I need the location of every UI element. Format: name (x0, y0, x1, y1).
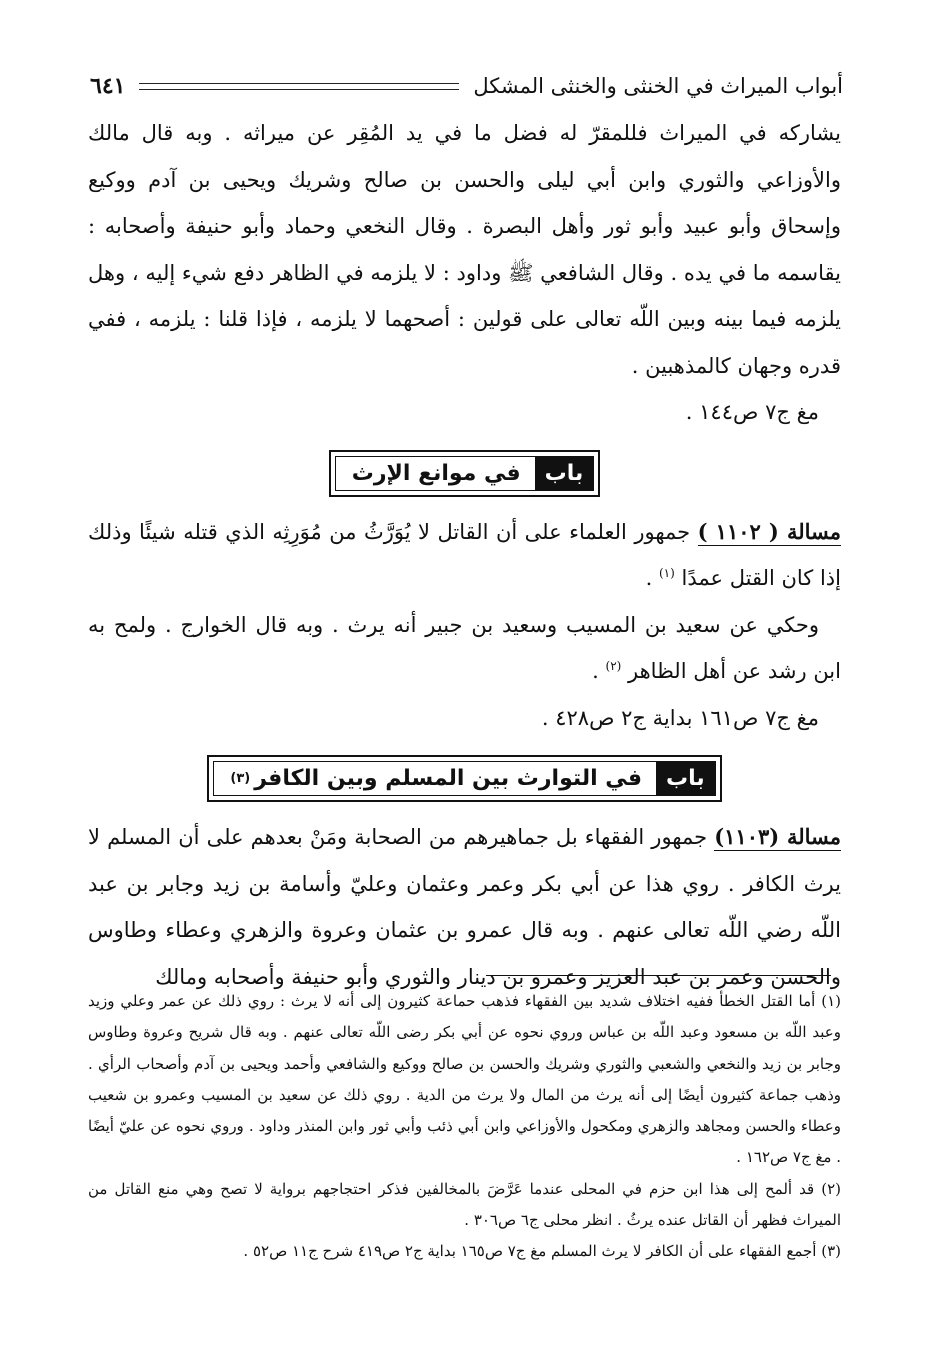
footnote-2: (٢) قد ألمح إلى هذا ابن حزم في المحلى عندما عَرَّضَ بالمخالفين فذكر احتجاجهم برواية لا تصح وهي منع القاتل من الميراث فظهر أن القاتل عنده يرثُ . انظر محلى ج٦ ص٣٠٦ . (88, 1179, 841, 1230)
issue-text: وحكي عن سعيد بن المسيب وسعيد بن جبير أنه يرث . وبه قال الخوارج . ولمح به ابن رشد عن أهل الظاهر (88, 612, 841, 683)
footnotes (88, 986, 841, 1268)
intro-reference: مغ ج٧ ص١٤٤ . (685, 400, 819, 424)
issue-1102-second-paragraph (88, 602, 841, 695)
issue-label: مسالة ( ١١٠٢ ) (697, 518, 841, 544)
chapter-frame (329, 450, 601, 497)
footnote-ref-3[interactable]: (٣) (230, 771, 251, 786)
intro-paragraph: يشاركه في الميراث فللمقرّ له فضل ما في يد المُقِر عن ميراثه . وبه قال مالك والأوزاعي والثوري وابن أبي ليلى والحسن بن صالح وشريك ويحيى بن آدم ووكيع وإسحاق وأبو عبيد وأبو ثور وأهل البصرة . وقال النخعي وحماد وأبو حنيفة وأصحابه : يقاسمه ما في يده . وقال الشافعي ﷺ وداود : لا يلزمه في الظاهر دفع شيء إليه ، وهل يلزمه فيما بينه وبين اللّه تعالى على قولين : أصحهما لا يلزمه ، فإذا قلنا : يلزمه ، ففي قدره وجهان كالمذهبين . (88, 121, 841, 378)
footnote-3: (٣) أجمع الفقهاء على أن الكافر لا يرث المسلم مغ ج٧ ص١٦٥ بداية ج٢ ص٤١٩ شرح ج١١ ص٥٢ . (243, 1242, 841, 1261)
footnote-ref-2[interactable]: (٢) (605, 659, 622, 673)
issue-label: مسالة (١١٠٣) (714, 824, 841, 849)
chapter-heading-inheritance-impediments (88, 450, 841, 497)
footnote-separator (486, 975, 831, 976)
issue-1102-reference: مغ ج٧ ص١٦١ بداية ج٢ ص٤٢٨ . (541, 705, 819, 730)
footnote-1: (١) أما القتل الخطأ ففيه اختلاف شديد بين الفقهاء فذهب حماعة كثيرون إلى أنه لا يرث : روي ذلك عن عمر وعلي وزيد وعبد اللّه بن مسعود وعبد اللّه بن عباس وروي نحوه عن أبي بكر رضى اللّه تعالى عنهم . وبه قال شريح وعروة وطاوس وجابر بن زيد والنخعي والشعبي والثوري وشريك والحسن بن صالح ووكيع والشافعي وأحمد ويحيى بن آدم وأصحاب الرأي . وذهب جماعة كثيرون أيضًا إلى أنه يرث من المال ولا يرث من الدية . روي ذلك عن سعيد بن المسيب وعمرو بن شعيب وعطاء والحسن ومجاهد والزهري ومكحول والأوزاعي وابن أبي ذئب وأبي ثور وابن المنذر وداود . وروي نحوه عن عليّ أيضًا . مغ ج٧ ص١٦٢ . (88, 992, 841, 1167)
chapter-word: باب (535, 457, 594, 490)
page-number: ٦٤١ (90, 73, 126, 99)
chapter-title-text: في التوارث بين المسلم وبين الكافر (254, 766, 642, 791)
chapter-title (214, 762, 656, 795)
issue-1103-paragraph (88, 814, 841, 1000)
issue-text: جمهور الفقهاء بل جماهيرهم من الصحابة ومَنْ بعدهم على أن المسلم لا يرث الكافر . روي هذا عن أبي بكر وعمر وعثمان وعليّ وأسامة بن زيد وجابر بن عبد اللّه رضي اللّه تعالى عنهم . وبه قال عمرو بن عثمان وعروة والزهري وعطاء وطاوس والحسن وعمر بن عبد العزيز وعمرو بن دينار والثوري وأبو حنيفة وأصحابه ومالك (88, 825, 841, 989)
issue-text-end: . (645, 566, 653, 590)
chapter-frame (207, 755, 721, 802)
issue-text: جمهور العلماء على أن القاتل لا يُوَرَّثُ من مُوَرِثِه الذي قتله شيئًا وذلك إذا كان القتل عمدًا (88, 519, 841, 590)
issue-1102-paragraph (88, 509, 841, 602)
header-rule (139, 83, 459, 90)
running-title: أبواب الميراث في الخنثى والخنثى المشكل (473, 74, 843, 98)
chapter-title: في موانع الإرث (351, 460, 521, 486)
chapter-word: باب (656, 762, 715, 795)
chapter-heading-muslim-disbeliever-inheritance (88, 755, 841, 802)
chapter-inner-frame (213, 761, 715, 796)
issue-text-end: . (592, 659, 599, 683)
footnote-ref-1[interactable]: (١) (658, 566, 675, 580)
main-text (88, 110, 841, 1000)
running-header (90, 66, 843, 106)
chapter-inner-frame (335, 456, 595, 491)
